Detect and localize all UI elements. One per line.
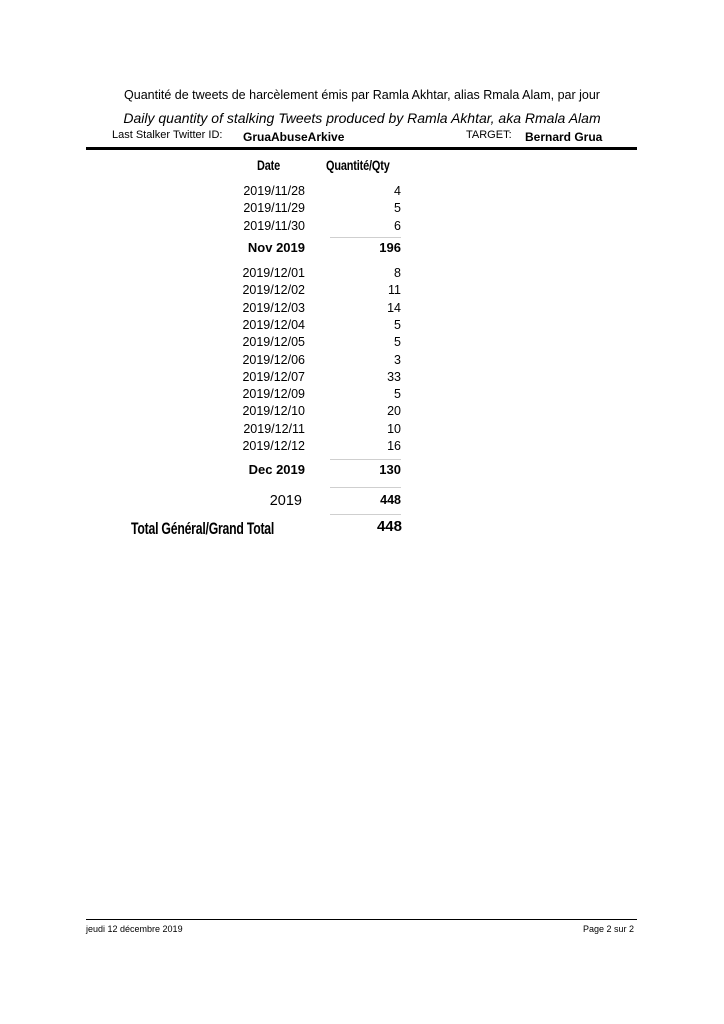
table-row-quantity: 3 — [394, 352, 401, 367]
month-subtotal-label: Nov 2019 — [247, 240, 305, 255]
subtotal-divider — [330, 459, 401, 460]
table-row-quantity: 5 — [394, 335, 401, 350]
stalker-id-value: GruaAbuseArkive — [243, 130, 345, 144]
table-row-quantity: 5 — [394, 387, 401, 402]
month-subtotal-label: Dec 2019 — [248, 462, 305, 477]
title-french: Quantité de tweets de harcèlement émis par Ramla Akhtar, alias Rmala Alam, par jour — [124, 88, 600, 102]
grand-total-quantity: 448 — [376, 518, 402, 535]
table-row-quantity: 5 — [394, 317, 401, 332]
title-english: Daily quantity of stalking Tweets produced by Ramla Akhtar, aka Rmala Alam — [123, 110, 601, 126]
table-row-quantity: 6 — [394, 218, 401, 233]
year-total-label: 2019 — [269, 493, 302, 509]
table-row-date: 2019/12/01 — [242, 266, 305, 280]
table-row-quantity: 33 — [387, 369, 401, 384]
table-row-date: 2019/11/28 — [243, 184, 305, 198]
table-row-date: 2019/12/12 — [242, 439, 305, 453]
grand-total-label: Total Général/Grand Total — [131, 519, 275, 538]
table-row-date: 2019/12/10 — [242, 404, 305, 419]
month-subtotal-quantity: 196 — [379, 240, 401, 255]
footer-page-number: Page 2 sur 2 — [582, 924, 634, 934]
table-row-date: 2019/12/09 — [242, 387, 305, 402]
table-row-quantity: 11 — [388, 283, 401, 298]
month-subtotal-quantity: 130 — [379, 462, 401, 477]
year-total-quantity: 448 — [380, 493, 401, 507]
table-row-date: 2019/11/29 — [243, 201, 305, 216]
table-row-quantity: 10 — [387, 421, 401, 436]
target-label: TARGET: — [466, 129, 512, 141]
table-row-quantity: 4 — [394, 184, 401, 198]
table-row-quantity: 16 — [387, 439, 401, 453]
table-row-date: 2019/12/07 — [242, 369, 305, 384]
table-row-date: 2019/12/11 — [243, 421, 305, 436]
table-row-date: 2019/12/04 — [242, 317, 305, 332]
footer-date: jeudi 12 décembre 2019 — [86, 924, 183, 934]
year-total-divider — [330, 487, 401, 488]
column-header-quantity: Quantité/Qty — [326, 157, 390, 173]
footer-divider — [86, 919, 637, 920]
table-row-quantity: 5 — [394, 201, 401, 216]
header-divider — [86, 147, 637, 150]
table-row-quantity: 14 — [387, 300, 401, 315]
table-row-date: 2019/12/02 — [242, 283, 305, 298]
table-row-quantity: 8 — [394, 266, 401, 280]
table-row-quantity: 20 — [387, 404, 401, 419]
stalker-id-label: Last Stalker Twitter ID: — [112, 129, 223, 141]
table-row-date: 2019/12/05 — [242, 335, 305, 350]
grand-total-divider — [330, 514, 401, 515]
table-row-date: 2019/11/30 — [243, 218, 305, 233]
target-value: Bernard Grua — [525, 130, 603, 144]
subtotal-divider — [330, 237, 401, 238]
table-row-date: 2019/12/03 — [242, 300, 305, 315]
column-header-date: Date — [257, 157, 281, 173]
table-row-date: 2019/12/06 — [242, 352, 305, 367]
